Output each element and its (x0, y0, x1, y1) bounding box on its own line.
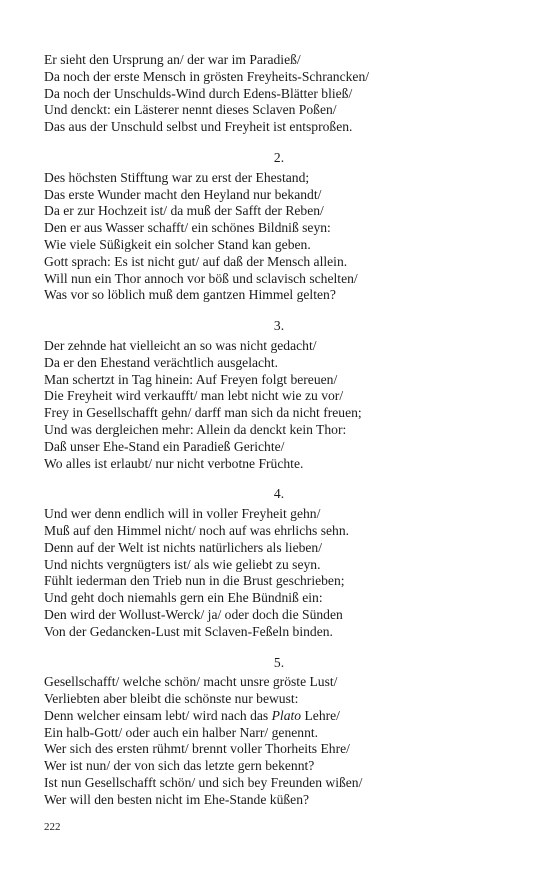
verse-line: Das erste Wunder macht den Heyland nur bekandt/ (44, 186, 322, 202)
verse-line: Will nun ein Thor annoch vor böß und sclavisch schelten/ (44, 270, 358, 286)
verse-line: Denn welcher einsam lebt/ wird nach das Plato Lehre/ (44, 707, 340, 723)
verse-line: Muß auf den Himmel nicht/ noch auf was ehrlichs sehn. (44, 522, 350, 538)
verse-line: Die Freyheit wird verkaufft/ man lebt nicht wie zu vor/ (44, 388, 344, 404)
verse-line: Wo alles ist erlaubt/ nur nicht verbotne Früchte. (44, 455, 304, 471)
verse-line: Den er aus Wasser schafft/ ein schönes Bildniß seyn: (44, 220, 331, 236)
verse-line: Fühlt iederman den Trieb nun in die Brust geschrieben; (44, 573, 345, 589)
verse-line: Wer ist nun/ der von sich das letzte gern bekennt? (44, 758, 315, 774)
verse-line: Was vor so löblich muß dem gantzen Himmel gelten? (44, 287, 336, 303)
italic-name: Plato (271, 707, 302, 723)
verse-line: Den wird der Wollust-Werck/ ja/ oder doch die Sünden (44, 606, 343, 622)
stanza-number: 5. (273, 654, 285, 670)
verse-line: Von der Gedancken-Lust mit Sclaven-Feßeln binden. (44, 623, 333, 639)
verse-line: Der zehnde hat vielleicht an so was nicht gedacht/ (44, 337, 317, 353)
stanza (44, 655, 514, 809)
verse-line: Daß unser Ehe-Stand ein Paradieß Gerichte/ (44, 438, 285, 454)
verse-line: Des höchsten Stifftung war zu erst der Ehestand; (44, 169, 310, 185)
verse-line: Und geht doch niemahls gern ein Ehe Bündniß ein: (44, 590, 323, 606)
verse-line: Da er zur Hochzeit ist/ da muß der Safft der Reben/ (44, 203, 324, 219)
verse-line: Wer will den besten nicht im Ehe-Stande küßen? (44, 791, 310, 807)
stanza-number: 2. (273, 149, 285, 165)
verse-line: Wie viele Süßigkeit ein solcher Stand kan geben. (44, 236, 311, 252)
verse-line: Ist nun Gesellschafft schön/ und sich bey Freunden wißen/ (44, 775, 363, 791)
verse-line: Da er den Ehestand verächtlich ausgelacht. (44, 354, 279, 370)
stanza (44, 150, 514, 304)
poem-body (44, 52, 514, 809)
page-number: 222 (44, 821, 61, 833)
verse-line: Und nichts vergnügters ist/ als wie geliebt zu seyn. (44, 556, 321, 572)
verse-line: Frey in Gesellschafft gehn/ darff man sich da nicht freuen; (44, 405, 362, 421)
stanza (44, 52, 514, 136)
stanza-number: 4. (273, 486, 285, 502)
verse-line: Und wer denn endlich will in voller Freyheit gehn/ (44, 506, 321, 522)
verse-line: Verliebten aber bleibt die schönste nur bewust: (44, 691, 299, 707)
verse-line: Und denckt: ein Lästerer nennt dieses Sclaven Poßen/ (44, 102, 337, 118)
verse-line: Wer sich des ersten rühmt/ brennt voller Thorheits Ehre/ (44, 741, 350, 757)
verse-line: Gesellschafft/ welche schön/ macht unsre gröste Lust/ (44, 674, 338, 690)
stanza (44, 486, 514, 640)
verse-line: Er sieht den Ursprung an/ der war im Paradieß/ (44, 52, 301, 67)
stanza (44, 318, 514, 472)
verse-line: Das aus der Unschuld selbst und Freyheit ist entsproßen. (44, 119, 353, 135)
verse-line: Da noch der Unschulds-Wind durch Edens-Blätter bließ/ (44, 85, 353, 101)
verse-line: Ein halb-Gott/ oder auch ein halber Narr/ genennt. (44, 724, 319, 740)
stanza-number: 3. (273, 318, 285, 334)
verse-line: Gott sprach: Es ist nicht gut/ auf daß der Mensch allein. (44, 253, 348, 269)
verse-line: Da noch der erste Mensch in grösten Freyheits-Schrancken/ (44, 68, 370, 84)
verse-line: Und was dergleichen mehr: Allein da denckt kein Thor: (44, 421, 347, 437)
verse-line: Man schertzt in Tag hinein: Auf Freyen folgt bereuen/ (44, 371, 338, 387)
verse-line: Denn auf der Welt ist nichts natürlichers als lieben/ (44, 539, 323, 555)
